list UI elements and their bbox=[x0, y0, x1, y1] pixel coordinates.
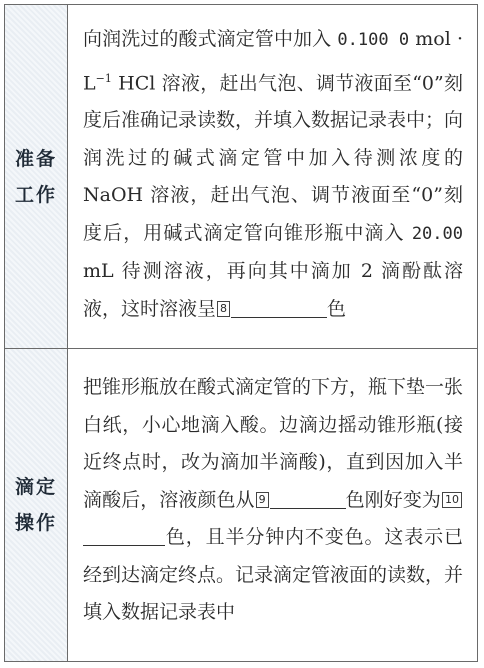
hcl-concentration: 0.100 0 bbox=[337, 30, 410, 50]
preparation-text-part1: 向润洗过的酸式滴定管中加入 bbox=[83, 28, 338, 50]
answer-blank-9[interactable] bbox=[270, 492, 346, 509]
titration-label-cell bbox=[5, 349, 67, 661]
titration-text bbox=[83, 369, 463, 632]
titration-label-line2: 操作 bbox=[14, 512, 57, 534]
concentration-unit: mol · L bbox=[83, 28, 463, 94]
preparation-text-part4: 色 bbox=[327, 297, 347, 320]
titration-text-part1: 把锥形瓶放在酸式滴定管的下方，瓶下垫一张白纸，小心地滴入酸。边滴边摇动锥形瓶(接近终点时，改为滴加半滴酸)，直到因加入半滴酸后，溶液颜色从 bbox=[83, 376, 464, 511]
answer-blank-8[interactable] bbox=[231, 301, 327, 318]
preparation-label-cell bbox=[5, 5, 67, 348]
titration-label bbox=[15, 469, 57, 541]
preparation-text-part2: HCl 溶液，赶出气泡、调节液面至“0”刻度后准确记录读数，并填入数据记录表中；向润洗过的碱式滴定管中加入待测浓度的 NaOH 溶液，赶出气泡、调节液面至“0”刻度后，用碱式滴定管向锥形瓶中滴入 bbox=[83, 71, 464, 244]
preparation-label-line2: 工作 bbox=[14, 183, 57, 206]
titration-label-line1: 滴定 bbox=[14, 476, 57, 498]
preparation-text bbox=[83, 21, 463, 328]
blank-number-10: 10 bbox=[442, 492, 462, 508]
blank-number-9: 9 bbox=[256, 492, 269, 508]
preparation-label-line1: 准备 bbox=[14, 147, 57, 170]
preparation-text-part3: mL 待测溶液，再向其中滴加 2 滴酚酞溶液，这时溶液呈 bbox=[83, 260, 463, 320]
column-divider bbox=[67, 5, 68, 661]
titration-text-part3: 色，且半分钟内不变色。这表示已经到达滴定终点。记录滴定管液面的读数，并填入数据记录表中 bbox=[83, 526, 464, 623]
blank-number-8: 8 bbox=[217, 301, 230, 317]
experiment-table bbox=[4, 4, 478, 662]
naoh-volume: 20.00 bbox=[411, 223, 463, 244]
answer-blank-10[interactable] bbox=[83, 529, 165, 546]
row-divider bbox=[5, 348, 477, 349]
unit-exponent: −1 bbox=[95, 71, 112, 85]
titration-text-part2: 色刚好变为 bbox=[345, 488, 441, 511]
preparation-label bbox=[15, 141, 57, 213]
